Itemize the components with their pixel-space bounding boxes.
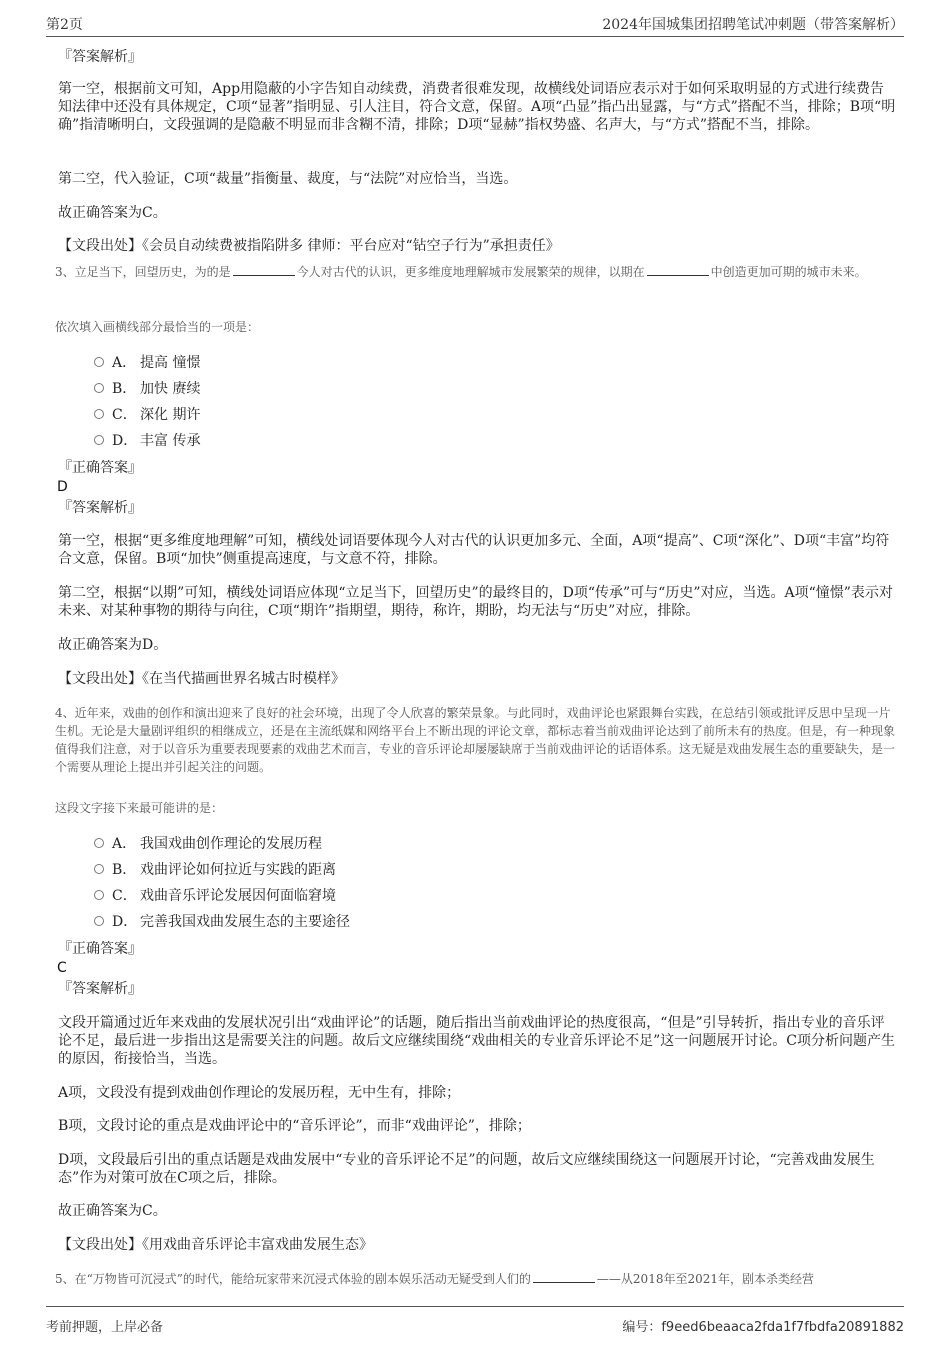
- page-footer: [46, 1306, 904, 1346]
- q3-source: 【文段出处】《在当代描画世界名城古时模样》: [58, 671, 345, 687]
- radio-icon[interactable]: [94, 838, 104, 848]
- q4-option-c[interactable]: C． 戏曲音乐评论发展因何面临窘境: [94, 885, 336, 905]
- document-code: 编号：f9eed6beaaca2fda1f7fbdfa20891882: [622, 1320, 904, 1335]
- q2-conclusion: 故正确答案为C。: [58, 205, 167, 221]
- q4-analysis-label: 『答案解析』: [58, 981, 142, 997]
- q4-conclusion: 故正确答案为C。: [58, 1203, 167, 1219]
- q3-analysis-para2: 第二空，根据“以期”可知，横线处词语应体现“立足当下，回望历史”的最终目的，D项“传承”可与“历史”对应，当选。A项“憧憬”表示对未来、对某种事物的期待与向往，C项“期许”指期望，期待，称许，期盼，均无法与“历史”对应，排除。: [58, 585, 893, 619]
- q4-option-b[interactable]: B． 戏曲评论如何拉近与实践的距离: [94, 859, 336, 879]
- q3-option-a[interactable]: A． 提高 憧憬: [94, 352, 200, 372]
- q3-option-d[interactable]: D． 丰富 传承: [94, 430, 200, 450]
- radio-icon[interactable]: [94, 890, 104, 900]
- q2-analysis-para2: 第二空，代入验证，C项“裁量”指衡量、裁度，与“法院”对应恰当，当选。: [58, 171, 518, 187]
- q3-correct-answer: D: [57, 479, 68, 495]
- q3-prompt: 依次填入画横线部分最恰当的一项是：: [55, 320, 260, 334]
- page-header: [46, 0, 904, 37]
- document-title: 2024年国城集团招聘笔试冲刺题（带答案解析）: [602, 17, 904, 33]
- page-number: 第2页: [46, 17, 83, 33]
- radio-icon[interactable]: [94, 916, 104, 926]
- q4-option-a[interactable]: A． 我国戏曲创作理论的发展历程: [94, 833, 322, 853]
- q3-analysis-label: 『答案解析』: [58, 500, 142, 516]
- q4-analysis-para1: 文段开篇通过近年来戏曲的发展状况引出“戏曲评论”的话题，随后指出当前戏曲评论的热度很高，“但是”引导转折，指出专业的音乐评论不足，最后进一步指出这是需要关注的问题。故后文应继续围绕“戏曲相关的专业音乐评论不足”这一问题展开讨论。C项分析问题产生的原因，衔接恰当，当选。: [58, 1015, 896, 1067]
- q2-analysis-label: 『答案解析』: [58, 49, 142, 65]
- footer-slogan: 考前押题，上岸必备: [46, 1320, 164, 1335]
- q3-stem: 3、立足当下，回望历史，为的是 今人对古代的认识，更多维度地理解城市发展繁荣的规律，以期在 中创造更加可期的城市未来。: [55, 265, 867, 279]
- q3-option-c[interactable]: C． 深化 期许: [94, 404, 200, 424]
- q2-analysis-para1: 第一空，根据前文可知，App用隐蔽的小字告知自动续费，消费者很难发现，故横线处词语应表示对于如何采取明显的方式进行续费告知法律中还没有具体规定，C项“显著”指明显、引人注目，符合文意，保留。A项“凸显”指凸出显露，与“方式”搭配不当，排除；B项“明确”指清晰明白，文段强调的是隐蔽不明显而非含糊不清，排除；D项“显赫”指权势盛、名声大，与“方式”搭配不当，排除。: [58, 81, 896, 133]
- q4-analysis-para3: B项，文段讨论的重点是戏曲评论中的“音乐评论”，而非“戏曲评论”，排除；: [58, 1118, 531, 1134]
- radio-icon[interactable]: [94, 383, 104, 393]
- blank-line: [533, 1270, 595, 1283]
- q2-source: 【文段出处】《会员自动续费被指陷阱多 律师：平台应对“钻空子行为”承担责任》: [58, 238, 560, 254]
- blank-line: [647, 263, 709, 276]
- q4-option-d[interactable]: D． 完善我国戏曲发展生态的主要途径: [94, 911, 350, 931]
- q5-stem: 5、在“万物皆可沉浸式”的时代，能给玩家带来沉浸式体验的剧本娱乐活动无疑受到人们的 ——从2018年至2021年，剧本杀类经营: [55, 1272, 815, 1286]
- q4-stem: 4、近年来，戏曲的创作和演出迎来了良好的社会环境，出现了令人欣喜的繁荣景象。与此同时，戏曲评论也紧跟舞台实践，在总结引领或批评反思中呈现一片生机。无论是大量剧评组织的相继成立，还是在主流纸媒和网络平台上不断出现的评论文章，都标志着当前戏曲评论达到了前所未有的热度。但是，有一种现象值得我们注意，对于以音乐为重要表现要素的戏曲艺术而言，专业的音乐评论却屡屡缺席于当前戏曲评论的话语体系。这无疑是戏曲发展生态的重要缺失，是一个需要从理论上提出并引起关注的问题。: [55, 706, 896, 774]
- q4-analysis-para4: D项，文段最后引出的重点话题是戏曲发展中“专业的音乐评论不足”的问题，故后文应继续围绕这一问题展开讨论，“完善戏曲发展生态”作为对策可放在C项之后，排除。: [58, 1152, 875, 1186]
- q4-analysis-para2: A项，文段没有提到戏曲创作理论的发展历程，无中生有，排除；: [58, 1085, 461, 1101]
- radio-icon[interactable]: [94, 357, 104, 367]
- q3-option-b[interactable]: B． 加快 赓续: [94, 378, 200, 398]
- q3-conclusion: 故正确答案为D。: [58, 637, 168, 653]
- radio-icon[interactable]: [94, 409, 104, 419]
- blank-line: [233, 263, 295, 276]
- q4-prompt: 这段文字接下来最可能讲的是：: [55, 801, 224, 815]
- q4-source: 【文段出处】《用戏曲音乐评论丰富戏曲发展生态》: [58, 1237, 373, 1253]
- radio-icon[interactable]: [94, 435, 104, 445]
- q3-correct-label: 『正确答案』: [58, 460, 142, 476]
- q3-analysis-para1: 第一空，根据“更多维度地理解”可知，横线处词语要体现今人对古代的认识更加多元、全面，A项“提高”、C项“深化”、D项“丰富”均符合文意，保留。B项“加快”侧重提高速度，与文意不符，排除。: [58, 533, 890, 567]
- q4-correct-label: 『正确答案』: [58, 941, 142, 957]
- radio-icon[interactable]: [94, 864, 104, 874]
- q4-correct-answer: C: [57, 960, 67, 976]
